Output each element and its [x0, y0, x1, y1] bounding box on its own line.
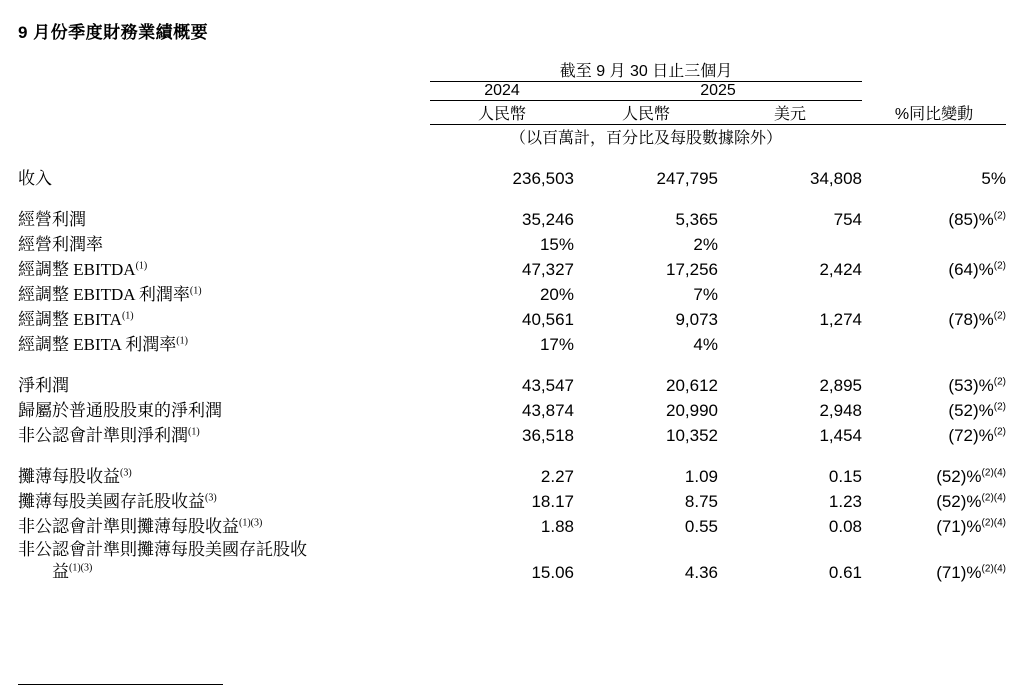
row-label: 非公認會計準則攤薄每股收益$^{(1)(3)}$ [18, 517, 263, 536]
row-value-rmb-2024: 17% [539, 335, 574, 354]
row-change: (52)%$^{(2)}$ [948, 401, 1006, 420]
footnote-marker: (2) [993, 210, 1006, 222]
table-row [18, 537, 1006, 583]
currency-header-rmb-2025: 人民幣 [574, 101, 718, 125]
row-value-rmb-2024: 47,327 [522, 260, 574, 279]
row-label: 經營利潤率 [18, 235, 103, 254]
row-change: (52)%$^{(2)(4)}$ [936, 492, 1006, 511]
table-row [18, 421, 1006, 446]
row-value-rmb-2025: 10,352 [666, 426, 718, 445]
footnote-divider [18, 684, 223, 685]
row-value-usd-2025 [718, 230, 862, 255]
footnote-marker: (1) [176, 335, 188, 347]
currency-header-usd-2025: 美元 [718, 101, 862, 125]
row-label: 攤薄每股收益$^{(3)}$ [18, 467, 132, 486]
table-row [18, 396, 1006, 421]
footnote-marker: (2) [993, 401, 1006, 413]
footnote-marker: (3) [205, 492, 217, 504]
row-value-usd-2025: 34,808 [810, 169, 862, 188]
financial-summary-table [18, 58, 1006, 583]
row-change [862, 280, 1006, 305]
table-row [18, 280, 1006, 305]
row-value-rmb-2024: 40,561 [522, 310, 574, 329]
unit-note-row [18, 125, 1006, 149]
currency-header-rmb-2024: 人民幣 [430, 101, 574, 125]
row-label: 經調整 EBITDA 利潤率$^{(1)}$ [18, 285, 202, 304]
year-2025-header: 2025 [574, 82, 862, 101]
table-row [18, 305, 1006, 330]
footnote-marker: (2) [993, 376, 1006, 388]
row-value-usd-2025: 1,274 [819, 310, 862, 329]
footnote-marker: (2) [993, 310, 1006, 322]
row-value-rmb-2024: 35,246 [522, 210, 574, 229]
footnote-marker: (1) [135, 260, 148, 272]
row-value-rmb-2025: 1.09 [684, 467, 718, 486]
footnote-marker: (3) [120, 467, 132, 479]
row-value-rmb-2025: 20,612 [666, 376, 718, 395]
row-value-usd-2025: 0.08 [828, 517, 862, 536]
period-header-row [18, 58, 1006, 82]
row-value-rmb-2025: 7% [693, 285, 718, 304]
period-header: 截至 9 月 30 日止三個月 [430, 58, 862, 82]
row-change: (85)%$^{(2)}$ [948, 210, 1006, 229]
row-value-rmb-2025: 5,365 [675, 210, 718, 229]
footnote-marker: (1)(3) [239, 517, 263, 529]
row-value-usd-2025: 2,424 [819, 260, 862, 279]
row-value-rmb-2025: 2% [693, 235, 718, 254]
row-value-rmb-2024: 43,547 [522, 376, 574, 395]
year-2024-header: 2024 [430, 82, 574, 101]
spacer [18, 189, 1006, 205]
row-value-rmb-2024: 236,503 [512, 169, 574, 188]
row-label: 非公認會計準則攤薄每股美國存託股收 益$^{(1)(3)}$ [18, 540, 307, 581]
year-header-row [18, 82, 1006, 101]
footnote-marker: (2)(4) [981, 467, 1006, 479]
table-row [18, 255, 1006, 280]
table-row [18, 164, 1006, 189]
table-row [18, 371, 1006, 396]
currency-header-row [18, 101, 1006, 125]
row-value-rmb-2024: 18.17 [531, 492, 574, 511]
row-value-usd-2025: 2,948 [819, 401, 862, 420]
spacer [18, 446, 1006, 462]
row-value-usd-2025 [718, 330, 862, 355]
row-value-rmb-2025: 4% [693, 335, 718, 354]
row-label: 經調整 EBITDA$^{(1)}$ [18, 260, 148, 279]
table-row [18, 330, 1006, 355]
row-value-rmb-2024: 15.06 [531, 562, 574, 582]
row-value-usd-2025: 754 [833, 210, 862, 229]
row-value-usd-2025 [718, 280, 862, 305]
row-label-line2: 益 [52, 561, 69, 581]
row-change: (53)%$^{(2)}$ [948, 376, 1006, 395]
row-change [862, 230, 1006, 255]
row-value-rmb-2024: 15% [539, 235, 574, 254]
footnote-marker: (1)(3) [69, 562, 93, 574]
table-row [18, 230, 1006, 255]
row-value-usd-2025: 0.15 [828, 467, 862, 486]
row-change [862, 330, 1006, 355]
table-row [18, 462, 1006, 487]
row-value-rmb-2024: 1.88 [540, 517, 574, 536]
row-value-usd-2025: 0.61 [828, 562, 862, 582]
page-title: 9 月份季度財務業績概要 [18, 23, 209, 42]
row-label: 經營利潤 [18, 210, 86, 229]
row-change: (71)%$^{(2)(4)}$ [936, 517, 1006, 536]
row-value-rmb-2024: 2.27 [540, 467, 574, 486]
row-change: (71)%$^{(2)(4)}$ [936, 562, 1006, 582]
spacer [18, 355, 1006, 371]
row-value-rmb-2025: 0.55 [684, 517, 718, 536]
row-label: 收入 [18, 169, 52, 188]
unit-note: （以百萬計，百分比及每股數據除外） [509, 130, 782, 147]
footnote-marker: (2)(4) [981, 562, 1006, 574]
row-change: (72)%$^{(2)}$ [948, 426, 1006, 445]
row-value-usd-2025: 1,454 [819, 426, 862, 445]
row-label: 經調整 EBITA$^{(1)}$ [18, 310, 134, 329]
footnote-marker: (2)(4) [981, 517, 1006, 529]
yoy-change-header: %同比變動 [862, 101, 1006, 125]
row-value-rmb-2024: 36,518 [522, 426, 574, 445]
row-value-rmb-2025: 20,990 [666, 401, 718, 420]
footnote-marker: (2)(4) [981, 492, 1006, 504]
row-change: (52)%$^{(2)(4)}$ [936, 467, 1006, 486]
row-value-rmb-2025: 17,256 [666, 260, 718, 279]
footnote-marker: (2) [993, 426, 1006, 438]
row-value-rmb-2025: 247,795 [656, 169, 718, 188]
row-change: (78)%$^{(2)}$ [948, 310, 1006, 329]
row-value-rmb-2025: 8.75 [684, 492, 718, 511]
row-label: 攤薄每股美國存託股收益$^{(3)}$ [18, 492, 217, 511]
row-value-usd-2025: 2,895 [819, 376, 862, 395]
footnote-marker: (1) [121, 310, 134, 322]
row-change: 5% [981, 169, 1006, 188]
row-value-rmb-2024: 43,874 [522, 401, 574, 420]
row-label: 淨利潤 [18, 376, 69, 395]
row-value-usd-2025: 1.23 [828, 492, 862, 511]
footnote-marker: (1) [188, 426, 200, 438]
row-change: (64)%$^{(2)}$ [948, 260, 1006, 279]
footnote-marker: (2) [993, 260, 1006, 272]
row-label: 非公認會計準則淨利潤$^{(1)}$ [18, 426, 200, 445]
row-label: 經調整 EBITA 利潤率$^{(1)}$ [18, 335, 188, 354]
row-value-rmb-2025: 4.36 [684, 562, 718, 582]
row-label: 歸屬於普通股股東的淨利潤 [18, 401, 222, 420]
spacer [18, 148, 1006, 164]
footnote-marker: (1) [189, 285, 202, 297]
row-value-rmb-2024: 20% [539, 285, 574, 304]
row-value-rmb-2025: 9,073 [675, 310, 718, 329]
table-row [18, 205, 1006, 230]
table-row [18, 512, 1006, 537]
table-row [18, 487, 1006, 512]
